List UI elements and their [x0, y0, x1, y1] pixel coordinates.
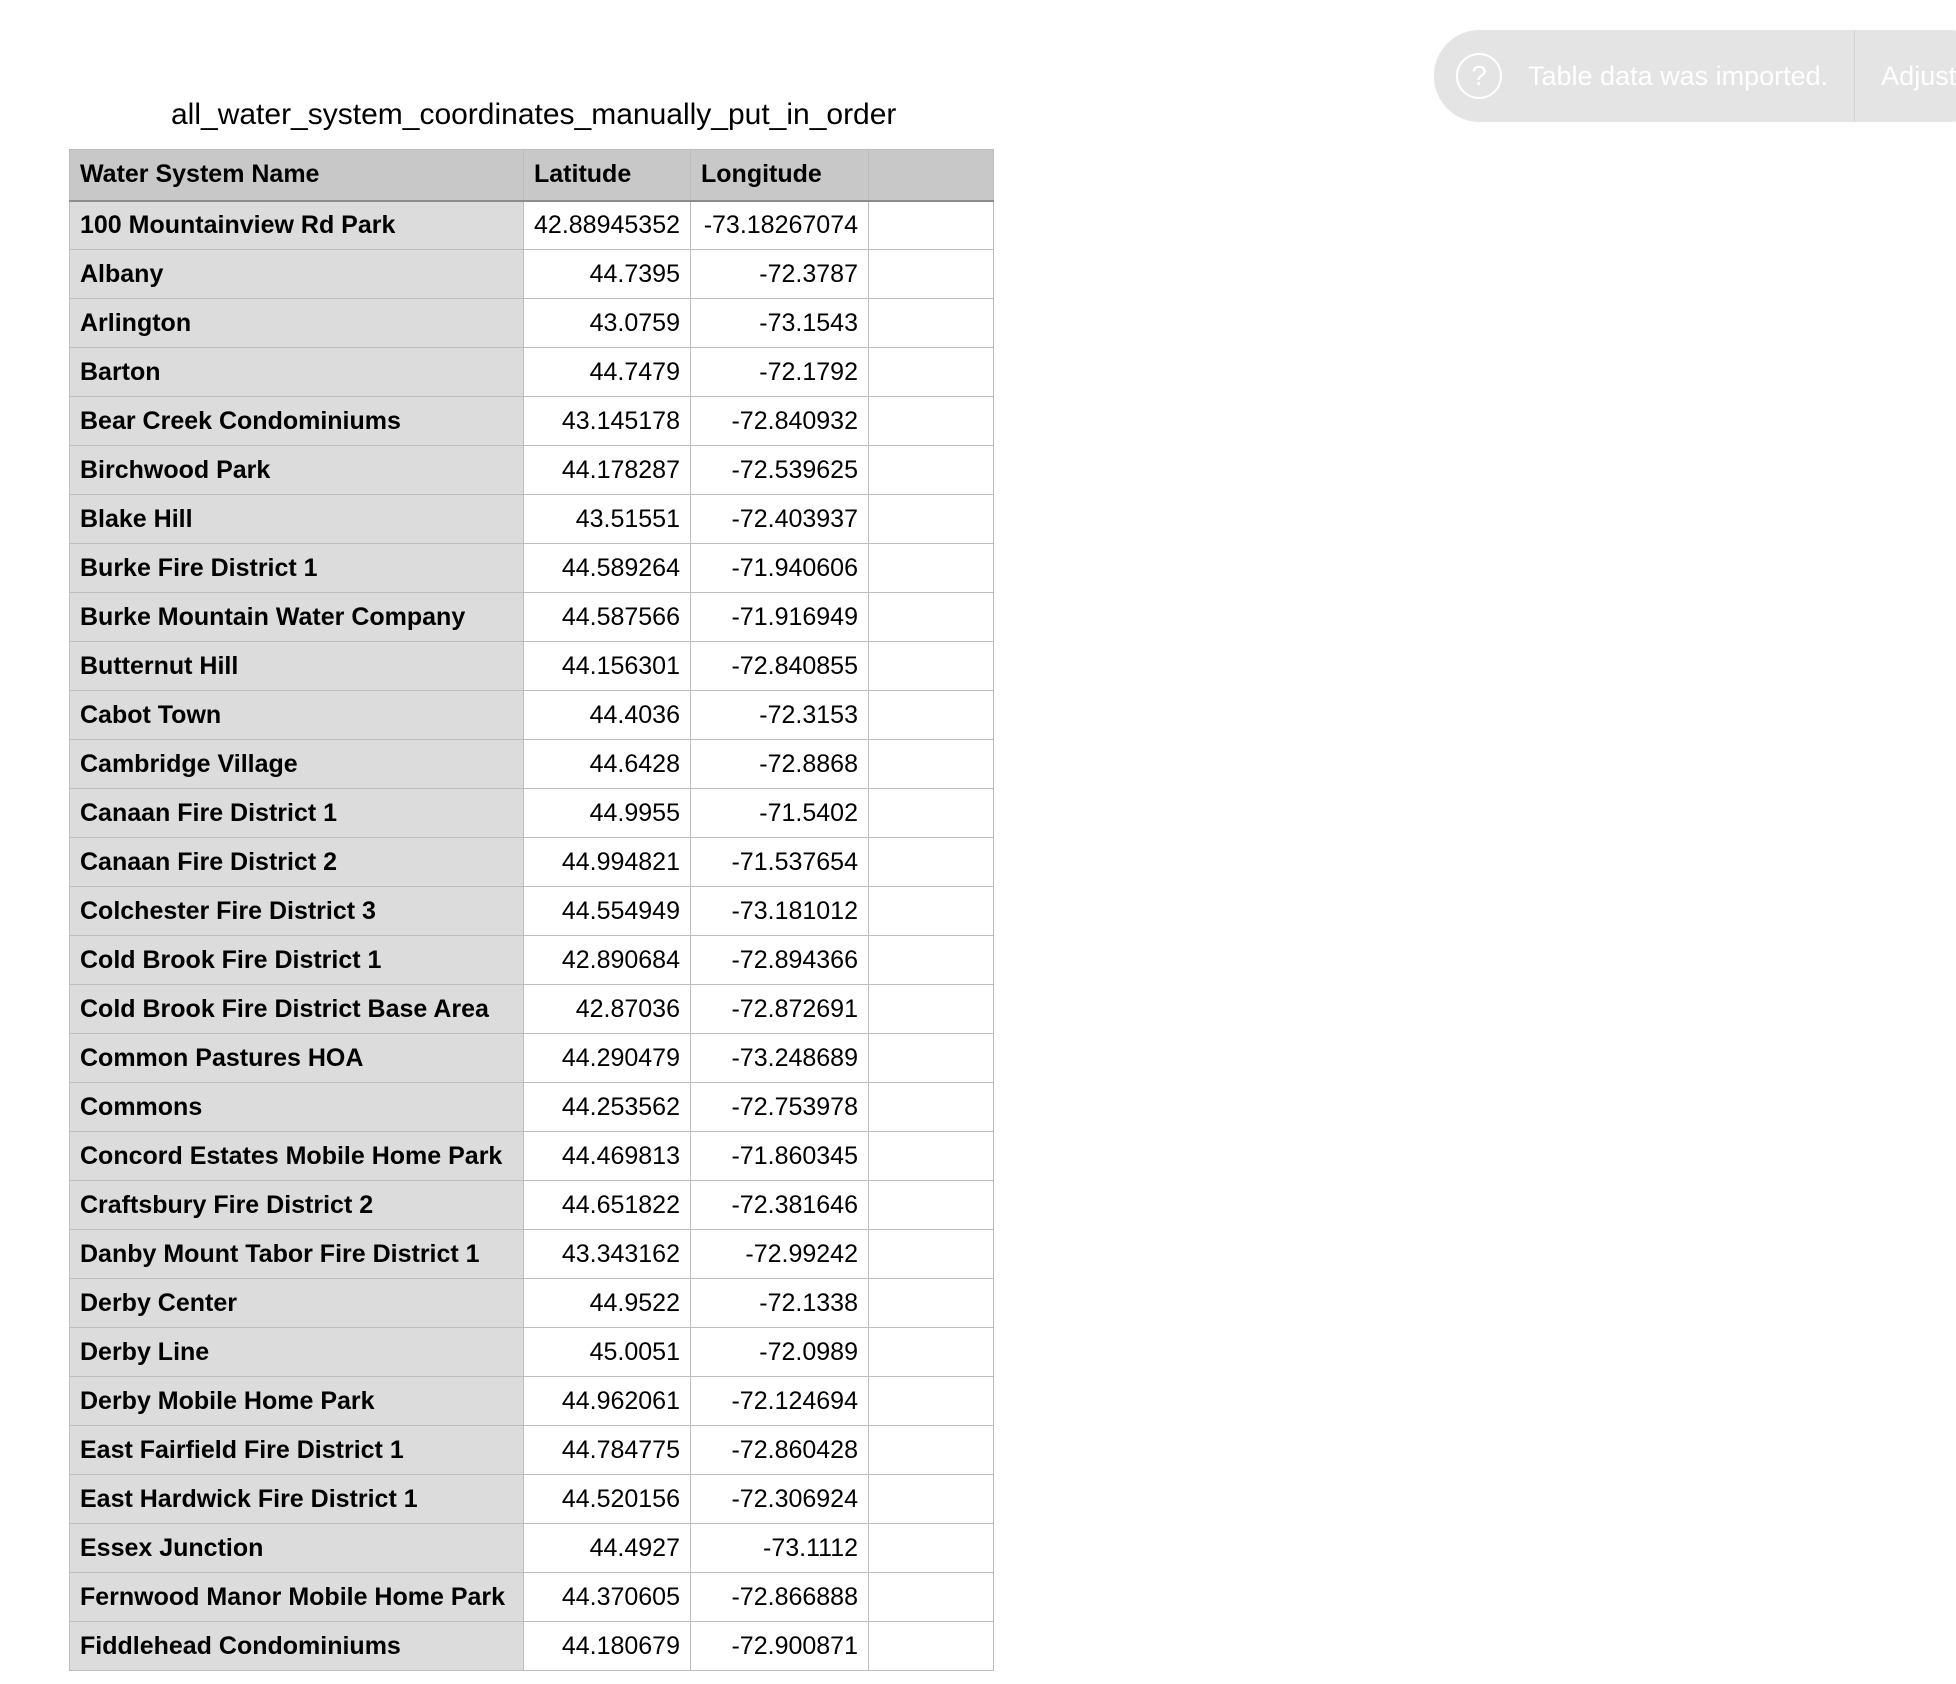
cell-water-system-name[interactable]: Blake Hill — [70, 495, 524, 544]
cell-empty[interactable] — [869, 1328, 994, 1377]
table-row — [70, 348, 994, 397]
cell-water-system-name[interactable]: Cambridge Village — [70, 740, 524, 789]
cell-water-system-name[interactable]: Butternut Hill — [70, 642, 524, 691]
cell-latitude[interactable]: 44.6428 — [524, 740, 691, 789]
cell-latitude[interactable]: 43.343162 — [524, 1230, 691, 1279]
cell-longitude[interactable]: -72.539625 — [691, 446, 869, 495]
cell-latitude[interactable]: 44.554949 — [524, 887, 691, 936]
cell-longitude[interactable]: -71.860345 — [691, 1132, 869, 1181]
cell-latitude[interactable]: 44.156301 — [524, 642, 691, 691]
cell-longitude[interactable]: -73.1112 — [691, 1524, 869, 1573]
cell-latitude[interactable]: 44.180679 — [524, 1622, 691, 1671]
table-row — [70, 593, 994, 642]
table-row — [70, 789, 994, 838]
cell-water-system-name[interactable]: Canaan Fire District 1 — [70, 789, 524, 838]
cell-water-system-name[interactable]: Fiddlehead Condominiums — [70, 1622, 524, 1671]
cell-empty[interactable] — [869, 1230, 994, 1279]
import-notification-toast — [1434, 30, 1956, 122]
table-row — [70, 985, 994, 1034]
cell-longitude[interactable]: -72.0989 — [691, 1328, 869, 1377]
header-water-system-name[interactable]: Water System Name — [70, 150, 524, 201]
table-row — [70, 1524, 994, 1573]
cell-empty[interactable] — [869, 446, 994, 495]
cell-latitude[interactable]: 44.7395 — [524, 250, 691, 299]
cell-longitude[interactable]: -72.3153 — [691, 691, 869, 740]
table-row — [70, 1034, 994, 1083]
table-row — [70, 1377, 994, 1426]
cell-longitude[interactable]: -72.900871 — [691, 1622, 869, 1671]
cell-empty[interactable] — [869, 985, 994, 1034]
table-row — [70, 1083, 994, 1132]
cell-water-system-name[interactable]: Colchester Fire District 3 — [70, 887, 524, 936]
table-body — [70, 201, 994, 1671]
table-row — [70, 1181, 994, 1230]
cell-empty[interactable] — [869, 397, 994, 446]
cell-latitude[interactable]: 44.651822 — [524, 1181, 691, 1230]
cell-water-system-name[interactable]: Commons — [70, 1083, 524, 1132]
table-row — [70, 1328, 994, 1377]
cell-water-system-name[interactable]: Bear Creek Condominiums — [70, 397, 524, 446]
cell-latitude[interactable]: 44.9522 — [524, 1279, 691, 1328]
cell-empty[interactable] — [869, 1279, 994, 1328]
cell-longitude[interactable]: -73.1543 — [691, 299, 869, 348]
table-row — [70, 446, 994, 495]
table-row — [70, 642, 994, 691]
cell-longitude[interactable]: -71.5402 — [691, 789, 869, 838]
cell-empty[interactable] — [869, 1426, 994, 1475]
cell-latitude[interactable]: 43.0759 — [524, 299, 691, 348]
table-row — [70, 936, 994, 985]
cell-empty[interactable] — [869, 1377, 994, 1426]
cell-latitude[interactable]: 45.0051 — [524, 1328, 691, 1377]
cell-water-system-name[interactable]: Derby Center — [70, 1279, 524, 1328]
cell-water-system-name[interactable]: Birchwood Park — [70, 446, 524, 495]
cell-latitude[interactable]: 42.88945352 — [524, 201, 691, 250]
cell-empty[interactable] — [869, 1132, 994, 1181]
table-row — [70, 740, 994, 789]
cell-water-system-name[interactable]: Craftsbury Fire District 2 — [70, 1181, 524, 1230]
cell-latitude[interactable]: 44.4927 — [524, 1524, 691, 1573]
cell-latitude[interactable]: 44.9955 — [524, 789, 691, 838]
cell-longitude[interactable]: -72.306924 — [691, 1475, 869, 1524]
cell-latitude[interactable]: 42.890684 — [524, 936, 691, 985]
cell-water-system-name[interactable]: Arlington — [70, 299, 524, 348]
cell-water-system-name[interactable]: Albany — [70, 250, 524, 299]
cell-water-system-name[interactable]: Danby Mount Tabor Fire District 1 — [70, 1230, 524, 1279]
cell-empty[interactable] — [869, 1181, 994, 1230]
cell-longitude[interactable]: -72.99242 — [691, 1230, 869, 1279]
cell-latitude[interactable]: 44.962061 — [524, 1377, 691, 1426]
cell-longitude[interactable]: -72.403937 — [691, 495, 869, 544]
cell-longitude[interactable]: -72.840855 — [691, 642, 869, 691]
cell-latitude[interactable]: 44.4036 — [524, 691, 691, 740]
cell-longitude[interactable]: -71.916949 — [691, 593, 869, 642]
cell-latitude[interactable]: 44.520156 — [524, 1475, 691, 1524]
cell-latitude[interactable]: 44.7479 — [524, 348, 691, 397]
cell-water-system-name[interactable]: Derby Mobile Home Park — [70, 1377, 524, 1426]
cell-water-system-name[interactable]: Canaan Fire District 2 — [70, 838, 524, 887]
cell-longitude[interactable]: -72.872691 — [691, 985, 869, 1034]
cell-empty[interactable] — [869, 1524, 994, 1573]
cell-water-system-name[interactable]: Cold Brook Fire District Base Area — [70, 985, 524, 1034]
question-circle-icon[interactable]: ? — [1456, 53, 1502, 99]
cell-water-system-name[interactable]: Barton — [70, 348, 524, 397]
cell-longitude[interactable]: -71.537654 — [691, 838, 869, 887]
table-row — [70, 838, 994, 887]
header-row — [70, 150, 994, 201]
cell-latitude[interactable]: 44.469813 — [524, 1132, 691, 1181]
cell-water-system-name[interactable]: Concord Estates Mobile Home Park — [70, 1132, 524, 1181]
cell-longitude[interactable]: -72.381646 — [691, 1181, 869, 1230]
header-latitude[interactable]: Latitude — [524, 150, 691, 201]
cell-water-system-name[interactable]: Derby Line — [70, 1328, 524, 1377]
cell-water-system-name[interactable]: East Fairfield Fire District 1 — [70, 1426, 524, 1475]
cell-longitude[interactable]: -72.3787 — [691, 250, 869, 299]
cell-empty[interactable] — [869, 299, 994, 348]
cell-empty[interactable] — [869, 691, 994, 740]
cell-longitude[interactable]: -73.18267074 — [691, 201, 869, 250]
table-row — [70, 887, 994, 936]
toast-message: Table data was imported. — [1528, 60, 1829, 91]
table-row — [70, 201, 994, 250]
cell-water-system-name[interactable]: Common Pastures HOA — [70, 1034, 524, 1083]
cell-empty[interactable] — [869, 887, 994, 936]
cell-longitude[interactable]: -72.753978 — [691, 1083, 869, 1132]
table-row — [70, 299, 994, 348]
cell-water-system-name[interactable]: Burke Fire District 1 — [70, 544, 524, 593]
table-title[interactable]: all_water_system_coordinates_manually_put_in_order — [171, 98, 897, 131]
cell-longitude[interactable]: -72.1792 — [691, 348, 869, 397]
cell-water-system-name[interactable]: Cabot Town — [70, 691, 524, 740]
cell-empty[interactable] — [869, 1475, 994, 1524]
cell-empty[interactable] — [869, 838, 994, 887]
cell-latitude[interactable]: 44.178287 — [524, 446, 691, 495]
cell-empty[interactable] — [869, 1573, 994, 1622]
cell-latitude[interactable]: 43.51551 — [524, 495, 691, 544]
cell-water-system-name[interactable]: Burke Mountain Water Company — [70, 593, 524, 642]
cell-latitude[interactable]: 44.587566 — [524, 593, 691, 642]
table-row — [70, 495, 994, 544]
cell-latitude[interactable]: 44.370605 — [524, 1573, 691, 1622]
cell-longitude[interactable]: -73.248689 — [691, 1034, 869, 1083]
cell-latitude[interactable]: 42.87036 — [524, 985, 691, 1034]
table-row — [70, 397, 994, 446]
cell-empty[interactable] — [869, 740, 994, 789]
table-row — [70, 1426, 994, 1475]
cell-longitude[interactable]: -71.940606 — [691, 544, 869, 593]
table-row — [70, 691, 994, 740]
cell-empty[interactable] — [869, 495, 994, 544]
table-row — [70, 1622, 994, 1671]
table-row — [70, 1132, 994, 1181]
table-row — [70, 544, 994, 593]
cell-longitude[interactable]: -72.1338 — [691, 1279, 869, 1328]
toast-divider — [1854, 30, 1855, 122]
cell-longitude[interactable]: -72.860428 — [691, 1426, 869, 1475]
cell-water-system-name[interactable]: 100 Mountainview Rd Park — [70, 201, 524, 250]
cell-water-system-name[interactable]: Essex Junction — [70, 1524, 524, 1573]
cell-empty[interactable] — [869, 593, 994, 642]
data-table[interactable] — [69, 149, 994, 1671]
cell-empty[interactable] — [869, 201, 994, 250]
cell-water-system-name[interactable]: Fernwood Manor Mobile Home Park — [70, 1573, 524, 1622]
cell-latitude[interactable]: 44.589264 — [524, 544, 691, 593]
table-row — [70, 250, 994, 299]
cell-empty[interactable] — [869, 250, 994, 299]
table-row — [70, 1230, 994, 1279]
adjust-button[interactable]: Adjust — [1881, 60, 1956, 91]
header-empty[interactable] — [869, 150, 994, 201]
cell-latitude[interactable]: 44.290479 — [524, 1034, 691, 1083]
cell-latitude[interactable]: 44.994821 — [524, 838, 691, 887]
cell-longitude[interactable]: -73.181012 — [691, 887, 869, 936]
cell-empty[interactable] — [869, 1083, 994, 1132]
table-row — [70, 1475, 994, 1524]
cell-empty[interactable] — [869, 789, 994, 838]
cell-latitude[interactable]: 43.145178 — [524, 397, 691, 446]
cell-longitude[interactable]: -72.840932 — [691, 397, 869, 446]
cell-latitude[interactable]: 44.253562 — [524, 1083, 691, 1132]
table-row — [70, 1279, 994, 1328]
cell-empty[interactable] — [869, 1622, 994, 1671]
cell-water-system-name[interactable]: East Hardwick Fire District 1 — [70, 1475, 524, 1524]
cell-empty[interactable] — [869, 642, 994, 691]
cell-empty[interactable] — [869, 348, 994, 397]
cell-longitude[interactable]: -72.8868 — [691, 740, 869, 789]
cell-longitude[interactable]: -72.894366 — [691, 936, 869, 985]
cell-empty[interactable] — [869, 1034, 994, 1083]
cell-empty[interactable] — [869, 936, 994, 985]
cell-latitude[interactable]: 44.784775 — [524, 1426, 691, 1475]
cell-longitude[interactable]: -72.866888 — [691, 1573, 869, 1622]
table-row — [70, 1573, 994, 1622]
cell-empty[interactable] — [869, 544, 994, 593]
header-longitude[interactable]: Longitude — [691, 150, 869, 201]
cell-longitude[interactable]: -72.124694 — [691, 1377, 869, 1426]
cell-water-system-name[interactable]: Cold Brook Fire District 1 — [70, 936, 524, 985]
